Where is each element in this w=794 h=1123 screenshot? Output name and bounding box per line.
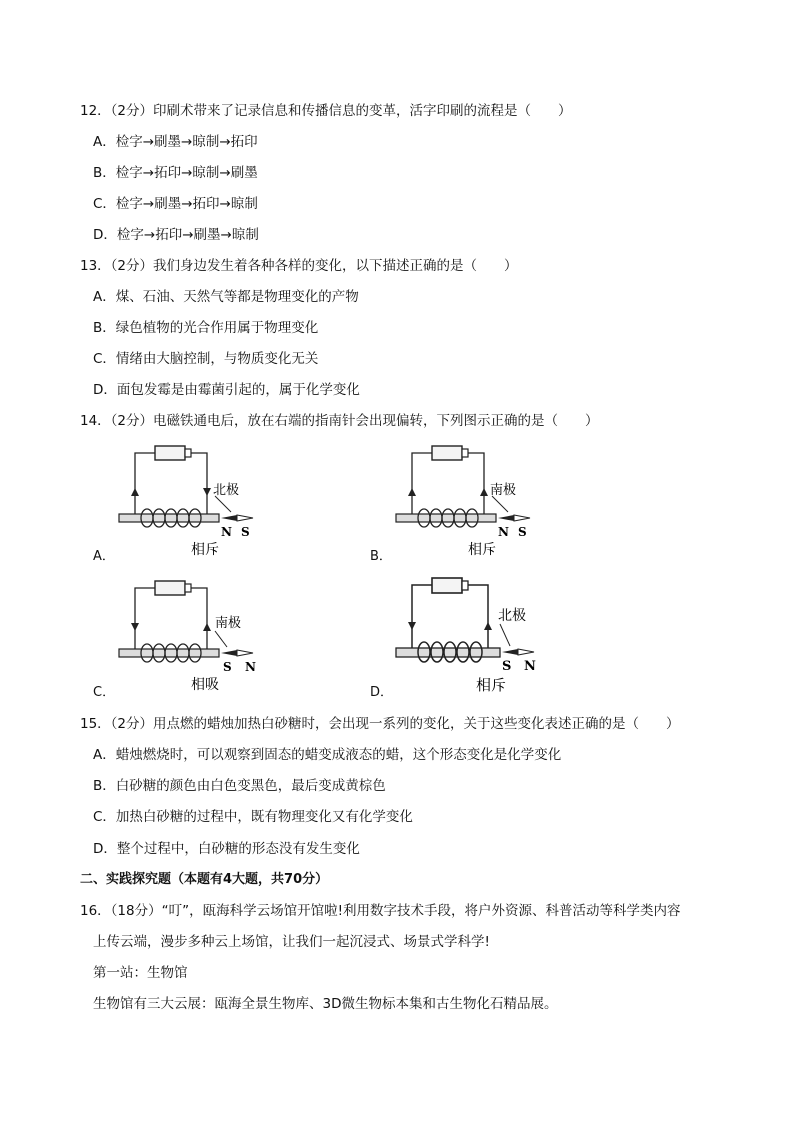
iron-core: [119, 649, 219, 657]
electromagnet-diagram-d: [392, 572, 552, 694]
pole-label: 南极: [215, 616, 242, 631]
svg-text:N: N: [524, 659, 536, 674]
q14-figure-c: [115, 575, 275, 693]
section-heading: 二、实践探究题（本题有4大题，共70分）: [80, 872, 329, 887]
q12-option-b: B．检字→拓印→晾制→刷墨: [93, 165, 258, 181]
q15-option-d: D．整个过程中，白砂糖的形态没有发生变化: [93, 841, 360, 857]
battery-icon: [432, 578, 462, 593]
pole-label: 北极: [213, 483, 240, 498]
svg-text:S: S: [518, 525, 527, 539]
q14-figure-b-label: B．: [370, 549, 392, 564]
q12-option-a: A．检字→刷墨→晾制→拓印: [93, 134, 258, 150]
q14-figure-a: [115, 440, 275, 558]
q16-station: 第一站：生物馆: [93, 965, 188, 981]
q13-stem: 13．（2分）我们身边发生着各种各样的变化，以下描述正确的是（ ）: [80, 258, 518, 274]
interaction-caption: 相斥: [468, 542, 496, 558]
q16-stem-line2: 上传云端，漫步多种云上场馆，让我们一起沉浸式、场景式学科学!: [93, 934, 490, 950]
compass-needle-icon: [498, 515, 514, 521]
q12-option-d: D．检字→拓印→刷墨→晾制: [93, 227, 259, 243]
compass-needle-icon: [502, 649, 518, 655]
q15-stem: 15．（2分）用点燃的蜡烛加热白砂糖时，会出现一系列的变化，关于这些变化表述正确的是（ ）: [80, 716, 680, 732]
iron-core: [396, 514, 496, 522]
pole-label: 南极: [490, 483, 517, 498]
q12-option-c: C．检字→刷墨→拓印→晾制: [93, 196, 258, 212]
q14-figure-c-label: C．: [93, 685, 116, 700]
q14-stem: 14．（2分）电磁铁通电后，放在右端的指南针会出现偏转，下列图示正确的是（ ）: [80, 413, 599, 429]
q14-figure-a-label: A．: [93, 549, 115, 564]
compass-needle-icon: [221, 650, 237, 656]
electromagnet-diagram-c: [115, 575, 275, 693]
svg-text:S: S: [502, 659, 512, 674]
compass-needle-icon: [221, 515, 237, 521]
q13-option-c: C．情绪由大脑控制，与物质变化无关: [93, 351, 319, 367]
interaction-caption: 相吸: [191, 677, 219, 693]
electromagnet-diagram-a: [115, 440, 275, 558]
iron-core: [396, 648, 500, 657]
q13-option-b: B．绿色植物的光合作用属于物理变化: [93, 320, 319, 336]
q16-stem-line1: 16．（18分）“叮”，瓯海科学云场馆开馆啦!利用数字技术手段，将户外资源、科普活动等科学类内容: [80, 903, 681, 919]
svg-text:S: S: [241, 525, 250, 539]
interaction-caption: 相斥: [191, 542, 219, 558]
svg-text:N: N: [245, 660, 256, 674]
iron-core: [119, 514, 219, 522]
q13-option-d: D．面包发霉是由霉菌引起的，属于化学变化: [93, 382, 360, 398]
q14-figure-d: [392, 572, 552, 694]
q16-description: 生物馆有三大云展：瓯海全景生物库、3D微生物标本集和古生物化石精品展。: [93, 996, 558, 1012]
svg-text:N: N: [498, 525, 509, 539]
pole-label: 北极: [498, 608, 526, 624]
electromagnet-diagram-b: [392, 440, 552, 558]
q14-figure-b: [392, 440, 552, 558]
q13-option-a: A．煤、石油、天然气等都是物理变化的产物: [93, 289, 359, 305]
q15-option-a: A．蜡烛燃烧时，可以观察到固态的蜡变成液态的蜡，这个形态变化是化学变化: [93, 747, 562, 763]
q12-stem: 12．（2分）印刷术带来了记录信息和传播信息的变革，活字印刷的流程是（ ）: [80, 103, 572, 119]
battery-icon: [155, 581, 185, 595]
interaction-caption: 相斥: [476, 676, 507, 694]
svg-text:N: N: [221, 525, 232, 539]
battery-icon: [432, 446, 462, 460]
battery-icon: [155, 446, 185, 460]
q15-option-b: B．白砂糖的颜色由白色变黑色，最后变成黄棕色: [93, 778, 386, 794]
svg-text:S: S: [223, 660, 232, 674]
q14-figure-d-label: D．: [370, 685, 394, 700]
q15-option-c: C．加热白砂糖的过程中，既有物理变化又有化学变化: [93, 809, 413, 825]
